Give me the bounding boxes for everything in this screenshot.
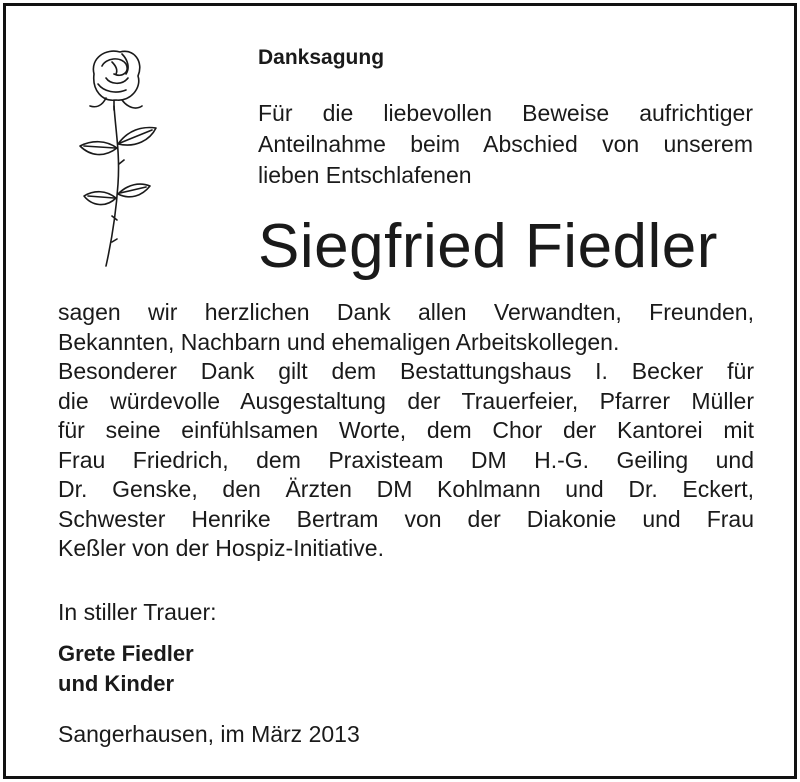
deceased-name: Siegfried Fiedler — [258, 212, 718, 281]
intro-line: Anteilnahme beim Abschied von unserem — [258, 131, 753, 157]
notice-heading: Danksagung — [258, 46, 385, 69]
intro-text — [258, 98, 753, 191]
signer-name: und Kinder — [58, 671, 175, 696]
thanks-line: Bekannten, Nachbarn und ehemaligen Arbeitskollegen. — [58, 328, 620, 355]
thanks-line: Keßler von der Hospiz-Initiative. — [58, 535, 384, 561]
thanks-line: Dr. Genske, den Ärzten DM Kohlmann und Dr. Eckert, — [58, 476, 754, 502]
obituary-notice — [3, 3, 797, 779]
intro-line: Für die liebevollen Beweise aufrichtiger — [258, 100, 753, 126]
intro-line: lieben Entschlafenen — [258, 162, 472, 188]
thanks-line: für seine einfühlsamen Worte, dem Chor der Kantorei mit — [58, 417, 754, 443]
signer-name: Grete Fiedler — [58, 641, 194, 666]
thanks-line: sagen wir herzlichen Dank allen Verwandten, Freunden, — [58, 299, 754, 325]
place-date: Sangerhausen, im März 2013 — [58, 721, 360, 747]
signers — [58, 639, 194, 699]
mourning-label: In stiller Trauer: — [58, 599, 217, 625]
thanks-text — [58, 298, 754, 564]
thanks-line: Besonderer Dank gilt dem Bestattungshaus I. Becker für — [58, 358, 754, 384]
thanks-line: Schwester Henrike Bertram von der Diakonie und Frau — [58, 505, 754, 532]
thanks-line: die würdevolle Ausgestaltung der Trauerfeier, Pfarrer Müller — [58, 387, 754, 414]
thanks-line: Frau Friedrich, dem Praxisteam DM H.-G. Geiling und — [58, 446, 754, 473]
rose-icon — [76, 44, 166, 269]
